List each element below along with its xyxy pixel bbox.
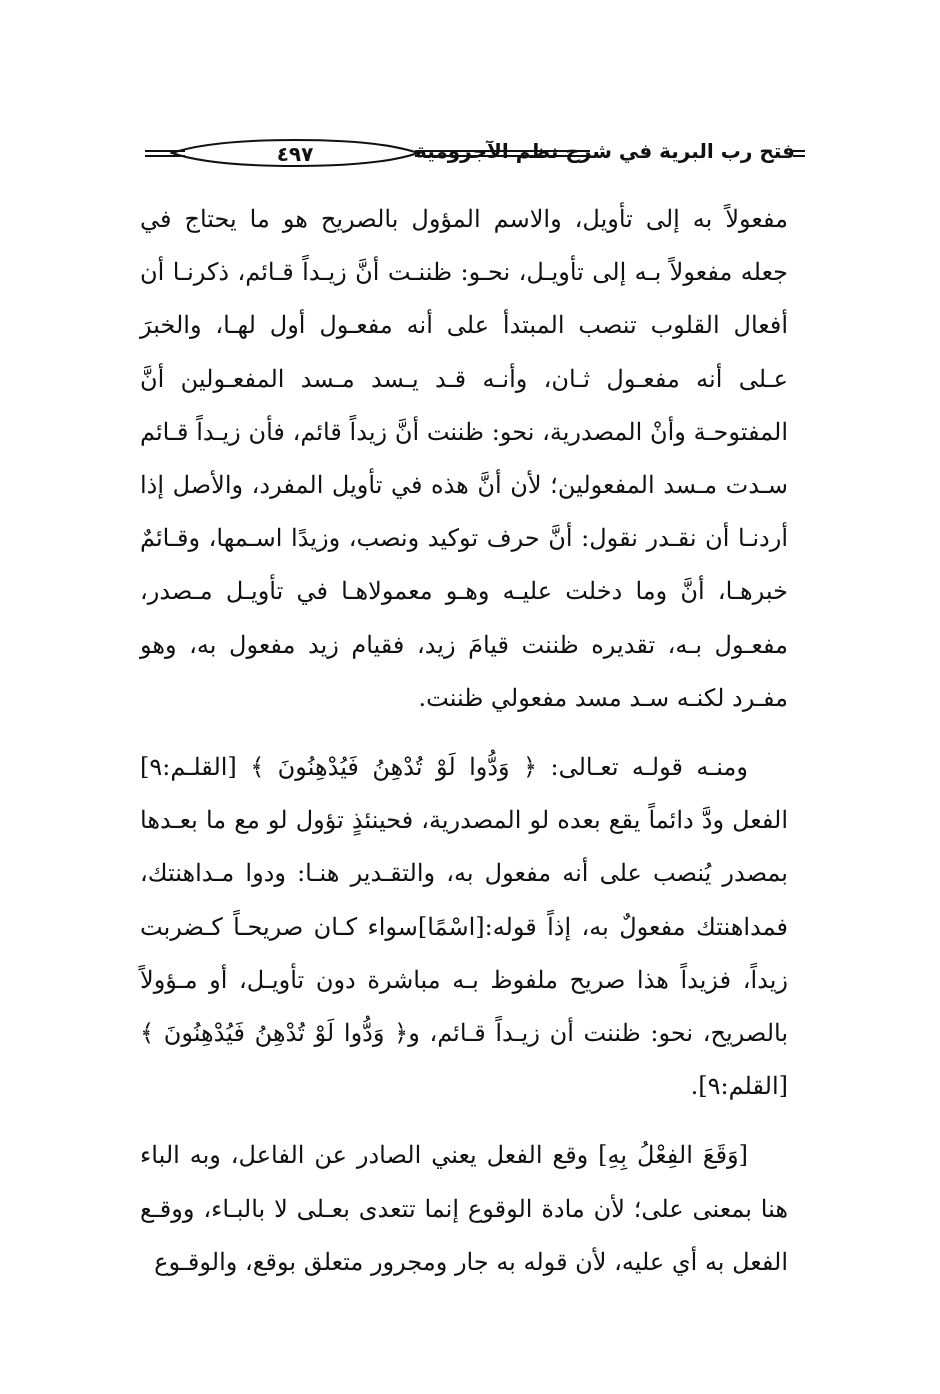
page-number: ٤٩٧: [276, 142, 314, 166]
paragraph: مفعولاً به إلى تأويل، والاسم المؤول بالصريح هو ما يحتاج في جعله مفعولاً بـه إلى تأويـل، نحـو: ظننـت أنَّ زيـداً قـائم، ذكرنـا أن أفعال القلوب تنصب المبتدأ على أنه مفعـول أول لهـا، والخبرَ عـلى أنه مفعـول ثـان، وأنـه قـد يـسد مـسد المفعـولين أنَّ المفتوحـة وأنْ المصدرية، نحو: ظننت أنَّ زيداً قائم، فأن زيـداً قـائم سـدت مـسد المفعولين؛ لأن أنَّ هذه في تأويل المفرد، والأصل إذا أردنـا أن نقـدر نقول: أنَّ حرف توكيد ونصب، وزيدًا اسـمها، وقـائمٌ خبرهـا، أنَّ وما دخلت عليـه وهـو معمولاهـا في تأويـل مـصدر، مفعـول بـه، تقديره ظننت قيامَ زيد، فقيام زيد مفعول به، وهو مفـرد لكنـه سـد مسد مفعولي ظننت.: [140, 205, 788, 712]
header-rule: [415, 150, 590, 157]
page-number-badge: [170, 137, 420, 169]
header-rule-left: [145, 150, 185, 157]
book-title: فتح رب البرية في شرح نظم الآجرومية: [415, 139, 795, 163]
paragraph: [وَقَعَ الفِعْلُ بِهِ] وقع الفعل يعني الصادر عن الفاعل، وبه الباء هنا بمعنى على؛ لأن مادة الوقوع إنما تتعدى بعـلى لا بالبـاء، ووقـع الفعل به أي عليه، لأن قوله به جار ومجرور متعلق بوقع، والوقـوع: [140, 1141, 788, 1276]
page-body: [140, 193, 788, 1289]
page-header: [145, 135, 795, 179]
paragraph: ومنـه قولـه تعـالى: ﴿ وَدُّوا لَوْ تُدْهِنُ فَيُدْهِنُونَ ﴾ [القلـم:٩] الفعل ودَّ دائماً يقع بعده لو المصدرية، فحينئذٍ تؤول لو مع ما بعـدها بمصدر يُنصب على أنه مفعول به، والتقـدير هنـا: ودوا مـداهنتك، فمداهنتك مفعولٌ به، إذاً قوله:[اسْمًا]سواء كـان صريحـاً كـضربت زيداً، فزيداً هذا صريح ملفوظ بـه مباشرة دون تأويـل، أو مـؤولاً بالصريح، نحو: ظننت أن زيـداً قـائم، و﴿ وَدُّوا لَوْ تُدْهِنُ فَيُدْهِنُونَ ﴾ [القلم:٩].: [140, 753, 788, 1101]
